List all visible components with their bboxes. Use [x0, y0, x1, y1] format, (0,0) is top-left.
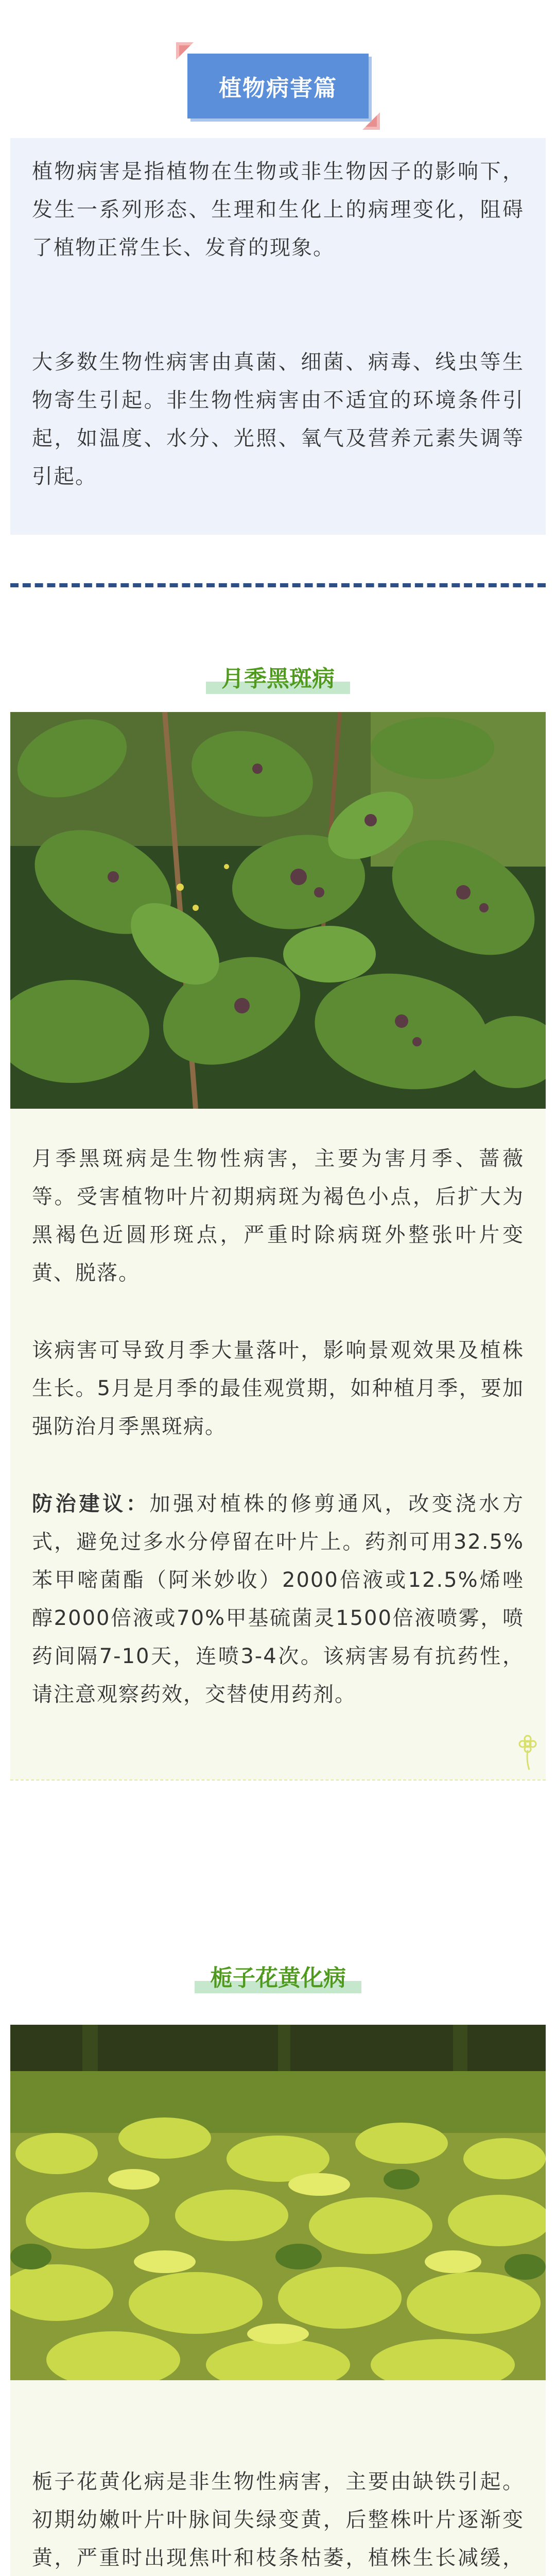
intro-paragraph: 大多数生物性病害由真菌、细菌、病毒、线虫等生物寄生引起。非生物性病害由不适宜的环境条件引起，如温度、水分、光照、氧气及营养元素失调等引起。: [32, 350, 524, 488]
section-heading: [0, 1958, 556, 1999]
title-box: [187, 54, 369, 118]
section-paragraph: 该病害可导致月季大量落叶，影响景观效果及植株生长。5月是月季的最佳观赏期，如种植月季，要加强防治月季黑斑病。: [32, 1338, 524, 1438]
header-banner: [176, 42, 380, 130]
section-text-panel: [10, 1109, 546, 1780]
intro-block: [10, 138, 546, 535]
section-title: 月季黑斑病: [206, 661, 350, 697]
gardenia-chlorosis-photo: [10, 2025, 546, 2380]
advice-text: 加强对植株的修剪通风，改变浇水方式，避免过多水分停留在叶片上。药剂可用32.5%苯甲嘧菌酯（阿米妙收）2000倍液或12.5%烯唑醇2000倍液或70%甲基硫菌灵1500倍液喷雾，喷药间隔7-10天，连喷3-4次。该病害易有抗药性，请注意观察药效，交替使用药剂。: [32, 1492, 524, 1706]
section-text-panel: [10, 2380, 546, 2576]
section-paragraph: 月季黑斑病是生物性病害，主要为害月季、蔷薇等。受害植物叶片初期病斑为褐色小点，后扩大为黑褐色近圆形斑点，严重时除病斑外整张叶片变黄、脱落。: [32, 1147, 524, 1285]
section-title: 栀子花黄化病: [195, 1960, 361, 1996]
advice-paragraph: [32, 1485, 524, 1714]
section-heading: [0, 658, 556, 700]
intro-paragraph: 植物病害是指植物在生物或非生物因子的影响下，发生一系列形态、生理和生化上的病理变化，阻碍了植物正常生长、发育的现象。: [32, 160, 524, 260]
section-divider: [10, 583, 546, 587]
advice-label: 防治建议：: [32, 1492, 150, 1516]
page-title: 植物病害篇: [219, 75, 337, 101]
rose-black-spot-photo: [10, 712, 546, 1109]
section-paragraph: 栀子花黄化病是非生物性病害，主要由缺铁引起。初期幼嫩叶片叶脉间失绿变黄，后整株叶片逐渐变黄，严重时出现焦叶和枝条枯萎，植株生长减缓，: [32, 2470, 524, 2570]
panel-divider: [10, 1780, 546, 1781]
flower-icon: [515, 1735, 541, 1773]
